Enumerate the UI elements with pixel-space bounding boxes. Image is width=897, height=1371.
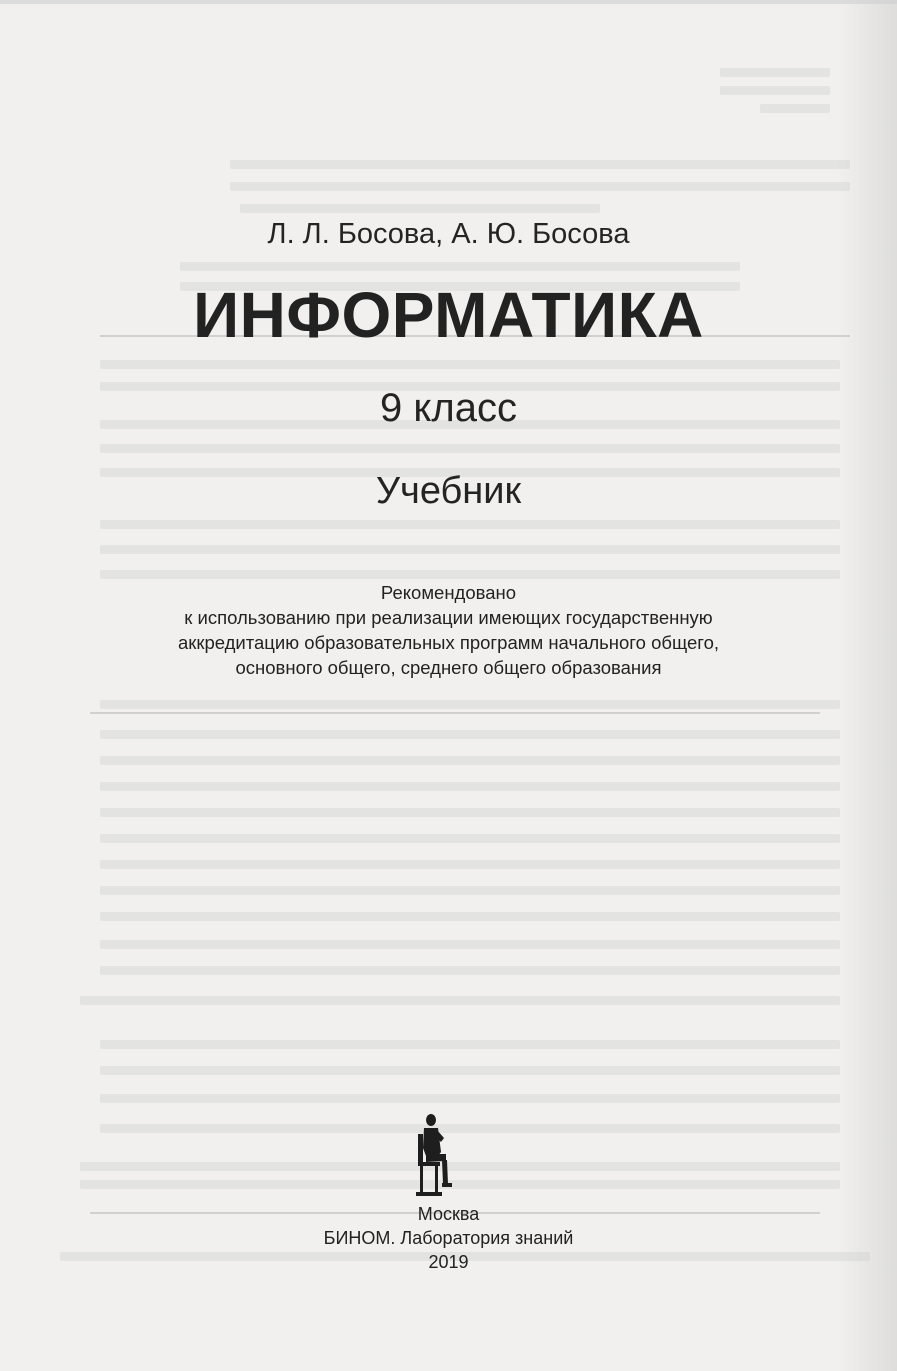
book-title: ИНФОРМАТИКА <box>193 279 704 351</box>
book-authors: Л. Л. Босова, А. Ю. Босова <box>267 218 630 250</box>
publisher-imprint <box>0 1202 897 1274</box>
recommendation-line: аккредитацию образовательных программ начального общего, <box>177 632 720 653</box>
publisher-name: БИНОМ. Лаборатория знаний <box>323 1228 574 1248</box>
publisher-city: Москва <box>417 1204 480 1224</box>
publication-year: 2019 <box>428 1252 469 1272</box>
recommendation-line: к использованию при реализации имеющих государственную <box>184 607 713 628</box>
recommendation-line: основного общего, среднего общего образования <box>235 657 662 678</box>
recommendation-line: Рекомендовано <box>380 582 517 603</box>
ministry-recommendation <box>0 580 897 680</box>
scan-top-edge <box>0 0 897 4</box>
scan-edge-shadow <box>837 0 897 1371</box>
book-type: Учебник <box>375 470 522 512</box>
publisher-logo-icon <box>408 1112 462 1198</box>
book-grade: 9 класс <box>380 386 517 430</box>
